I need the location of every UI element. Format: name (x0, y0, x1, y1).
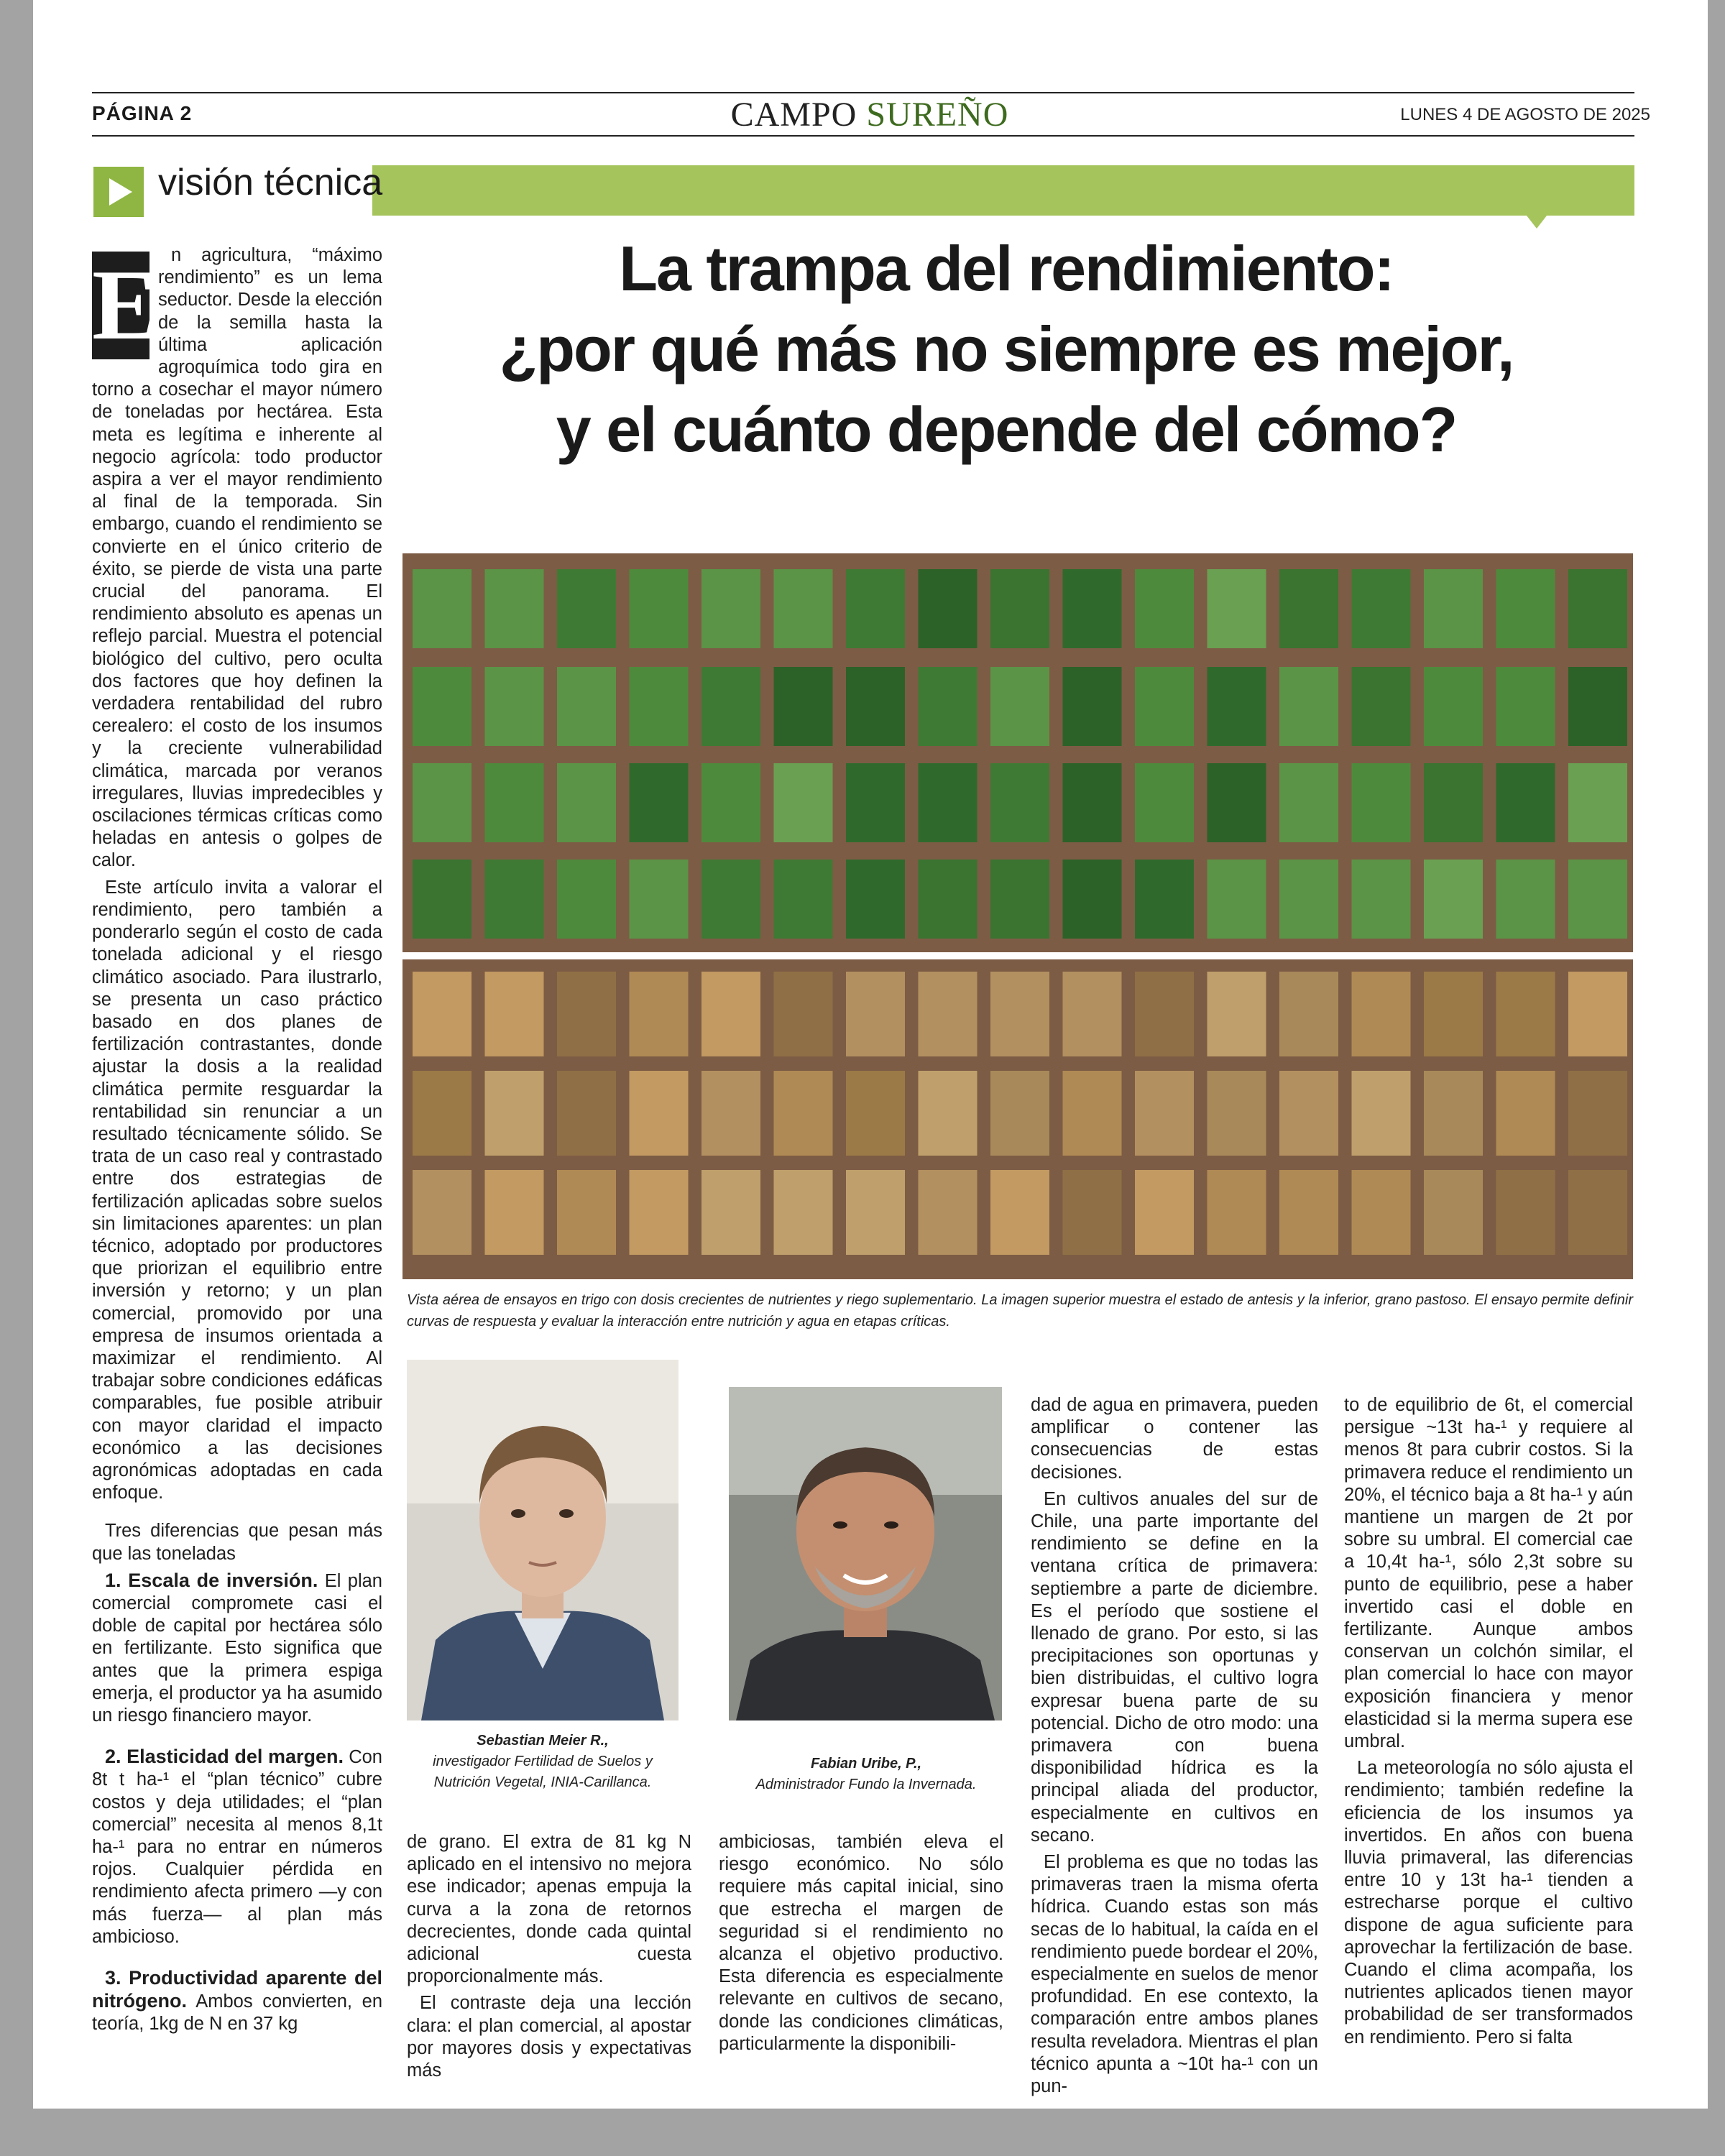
trial-plot (1208, 763, 1266, 842)
trial-plot (990, 763, 1049, 842)
section-label: visión técnica (158, 162, 383, 203)
trial-plot (1496, 1071, 1555, 1156)
trial-plot (1424, 972, 1483, 1056)
trial-plot (1424, 763, 1483, 842)
trial-plot (1279, 1071, 1338, 1156)
trial-plot (990, 860, 1049, 939)
trial-plot (702, 763, 760, 842)
trial-plot (846, 667, 905, 746)
trial-plot (1568, 860, 1627, 939)
trial-plot (846, 1170, 905, 1255)
trial-plot (702, 860, 760, 939)
list-item-title: 1. Escala de inversión. (105, 1569, 318, 1591)
trial-plot (990, 667, 1049, 746)
trial-plot (1279, 860, 1338, 939)
dropcap: E (92, 249, 160, 361)
trial-plot (485, 667, 544, 746)
subsection-intro: Tres diferencias que pesan más que las toneladas (92, 1521, 382, 1564)
trial-plot (774, 667, 833, 746)
trial-plot (1496, 667, 1555, 746)
trial-plot (1352, 667, 1411, 746)
trial-plot (1352, 860, 1411, 939)
trial-plot (1135, 1170, 1194, 1255)
section-notch (1527, 216, 1547, 229)
paragraph: dad de agua en primavera, pueden amplificar o contener las consecuencias de estas decisiones. (1031, 1395, 1318, 1483)
trial-plot (1135, 569, 1194, 648)
trial-plot (774, 860, 833, 939)
trial-plot (1063, 1071, 1122, 1156)
trial-plot (630, 667, 689, 746)
paragraph: El contraste deja una lección clara: el plan comercial, al apostar por mayores dosis y expectativas más (407, 1993, 691, 2081)
trial-plot (990, 972, 1049, 1056)
trial-plot (1424, 569, 1483, 648)
trial-plot (630, 1170, 689, 1255)
trial-plot (774, 763, 833, 842)
trial-plot (1208, 860, 1266, 939)
headline (410, 229, 1603, 470)
trial-plot (919, 1071, 978, 1156)
author-caption (726, 1754, 1006, 1795)
trial-plot (846, 763, 905, 842)
trial-plot (1496, 763, 1555, 842)
trial-plot (557, 569, 616, 648)
trial-plot (557, 763, 616, 842)
trial-plot (557, 972, 616, 1056)
trial-plot (1279, 972, 1338, 1056)
trial-plot (557, 1170, 616, 1255)
trial-plot (485, 972, 544, 1056)
trial-plot (1279, 763, 1338, 842)
trial-plot (1063, 667, 1122, 746)
list-item (92, 1570, 382, 1727)
trial-plot (1496, 569, 1555, 648)
author-name: Sebastian Meier R., (477, 1733, 609, 1749)
page-number: PÁGINA 2 (92, 102, 193, 124)
trial-plot (1424, 667, 1483, 746)
trial-plot (919, 860, 978, 939)
play-arrow-icon (93, 167, 144, 217)
trial-plot (1424, 1170, 1483, 1255)
trial-plot (1279, 667, 1338, 746)
article-column-4 (1031, 1394, 1318, 2102)
trial-plot (990, 1170, 1049, 1255)
trial-plot (1424, 1071, 1483, 1156)
trial-plot (1568, 763, 1627, 842)
trial-plot (1063, 763, 1122, 842)
author-photo (407, 1360, 678, 1720)
trial-plot (702, 1071, 760, 1156)
trial-plot (413, 667, 472, 746)
trial-plot (630, 763, 689, 842)
author-role: Administrador Fundo la Invernada. (755, 1777, 977, 1792)
trial-plot (485, 1071, 544, 1156)
trial-plot (630, 569, 689, 648)
trial-plot (1352, 1071, 1411, 1156)
trial-plot (702, 972, 760, 1056)
article-column-1 (92, 244, 382, 2040)
trial-plot (1208, 1170, 1266, 1255)
headline-line-1: La trampa del rendimiento: (619, 233, 1394, 304)
trial-plot (557, 860, 616, 939)
trial-plot (1135, 667, 1194, 746)
trial-plot (557, 667, 616, 746)
trial-plot (1279, 569, 1338, 648)
trial-plot (485, 1170, 544, 1255)
trial-plot (702, 569, 760, 648)
trial-plot (1352, 763, 1411, 842)
trial-plot (1352, 972, 1411, 1056)
trial-plot (413, 1071, 472, 1156)
article-column-3 (719, 1831, 1003, 2060)
paragraph: Este artículo invita a valorar el rendimiento, pero también a ponderarlo según el costo de cada tonelada adicional y el riesgo climático asociado. Para ilustrarlo, se presenta un caso práctico basado en dos planes de fertilización contrastantes, donde ajustar la dosis a la realidad climática permite resguardar la rentabilidad sin renunciar a un resultado técnicamente sólido. Se trata de un caso real y contrastado entre dos estrategias de fertilización aplicadas sobre suelos sin limitaciones aparentes: un plan técnico, adoptado por productores que priorizan el equilibrio entre inversión y retorno; y un plan comercial, promovido por una empresa de insumos orientada a maximizar el rendimiento. Al trabajar sobre condiciones edáficas comparables, fue posible atribuir con mayor claridad el impacto económico a las decisiones agronómicas adoptadas en cada enfoque. (92, 877, 382, 1503)
paragraph: ambiciosas, también eleva el riesgo económico. No sólo requiere más capital inicial, sino que estrecha el margen de seguridad si el rendimiento no alcanza el objetivo productivo. Esta diferencia es especialmente relevante en cultivos de secano, donde las condiciones climáticas, particularmente la disponibili- (719, 1832, 1003, 2054)
paragraph: La meteorología no sólo ajusta el rendimiento; también redefine la eficiencia de los insumos ya invertidos. En años con buena lluvia primaveral, las diferencias entre 10 y 13t ha-¹ tienden a estrecharse porque el cultivo dispone de agua suficiente para aprovechar la fertilización de base. Cuando el clima acompaña, los nutrientes aplicados tienen mayor probabilidad de ser transformados en rendimiento. Pero si falta (1344, 1758, 1633, 2047)
list-item-text: El plan comercial compromete casi el doble de capital por hectárea sólo en fertilizante. Esto significa que antes que la primera espiga emerja, el productor ya ha asumido un riesgo financiero mayor. (92, 1570, 382, 1726)
article-column-5 (1344, 1394, 1633, 2053)
author-name: Fabian Uribe, P., (810, 1756, 922, 1772)
trial-plot (1568, 667, 1627, 746)
trial-plot (413, 972, 472, 1056)
trial-plot (1208, 972, 1266, 1056)
trial-plot (774, 569, 833, 648)
trial-plot (774, 972, 833, 1056)
photo-caption: Vista aérea de ensayos en trigo con dosis crecientes de nutrientes y riego suplementario. La imagen superior muestra el estado de antesis y la inferior, grano pastoso. El ensayo permite definir curvas de respuesta y evaluar la interacción entre nutrición y agua en etapas críticas. (407, 1292, 1633, 1330)
trial-plot (485, 569, 544, 648)
trial-plot (1568, 1071, 1627, 1156)
author-photo (729, 1387, 1002, 1720)
issue-date: LUNES 4 DE AGOSTO DE 2025 (1400, 105, 1650, 124)
trial-plot (1208, 1071, 1266, 1156)
trial-plot (413, 1170, 472, 1255)
trial-plot (919, 1170, 978, 1255)
trial-plot (1496, 972, 1555, 1056)
trial-plot (1568, 972, 1627, 1056)
trial-plot (1352, 1170, 1411, 1255)
trial-plot (630, 860, 689, 939)
paragraph: El problema es que no todas las primaveras traen la misma oferta hídrica. Cuando estas son más secas de lo habitual, la caída en el rendimiento puede bordear el 20%, especialmente en suelos de menor profundidad. En ese contexto, la comparación entre ambos planes resulta reveladora. Mientras el plan técnico apunta a ~10t ha-¹ con un pun- (1031, 1852, 1318, 2097)
trial-plot (1063, 860, 1122, 939)
trial-plot (702, 667, 760, 746)
list-item-text: Ambos convierten, en teoría, 1kg de N en 37 kg (92, 1991, 382, 2035)
trial-plot (485, 860, 544, 939)
trial-plot (919, 667, 978, 746)
headline-line-3: y el cuánto depende del cómo? (556, 394, 1457, 465)
trial-plot (846, 569, 905, 648)
trial-plot (1496, 860, 1555, 939)
article-column-2 (407, 1831, 691, 2086)
trial-plot (990, 569, 1049, 648)
trial-plot (990, 1071, 1049, 1156)
trial-plot (919, 972, 978, 1056)
trial-plot (774, 1170, 833, 1255)
trial-plot (485, 763, 544, 842)
trial-plot (413, 569, 472, 648)
author-role: investigador Fertilidad de Suelos y Nutrición Vegetal, INIA-Carillanca. (433, 1754, 653, 1790)
list-item-title: 3. Productividad aparente del nitrógeno. (92, 1967, 382, 2012)
trial-plot (1279, 1170, 1338, 1255)
trial-plot (1424, 860, 1483, 939)
trial-plot (1135, 972, 1194, 1056)
trial-plot (1063, 972, 1122, 1056)
trial-plot (413, 763, 472, 842)
paragraph: En cultivos anuales del sur de Chile, una parte importante del rendimiento se define en la ventana crítica de primavera: septiembre a parte de diciembre. Es el período que sostiene el llenado de grano. Por esto, si las precipitaciones son oportunas y bien distribuidas, el cultivo logra expresar buena parte de su potencial. Dicho de otro modo: una primavera con buena disponibilidad hídrica es la principal aliada del productor, especialmente en cultivos en secano. (1031, 1488, 1318, 1846)
trial-plot (846, 1071, 905, 1156)
trial-plot (1568, 1170, 1627, 1255)
trial-plot (413, 860, 472, 939)
list-item-title: 2. Elasticidad del margen. (105, 1746, 344, 1768)
trial-plot (1568, 569, 1627, 648)
trial-plot (1063, 569, 1122, 648)
trial-plot (557, 1071, 616, 1156)
masthead-campo: CAMPO (730, 96, 857, 134)
trial-plot (846, 860, 905, 939)
headline-line-2: ¿por qué más no siempre es mejor, (499, 313, 1514, 384)
list-item (92, 1967, 382, 2036)
trial-plot (1063, 1170, 1122, 1255)
trial-plot (1135, 860, 1194, 939)
trial-plot (630, 1071, 689, 1156)
trial-plot (1135, 763, 1194, 842)
trial-plot (1135, 1071, 1194, 1156)
masthead (719, 95, 1021, 134)
trial-plot (630, 972, 689, 1056)
paragraph: de grano. El extra de 81 kg N aplicado en el intensivo no mejora ese indicador; apenas empuja la curva a la zona de retornos decrecientes, donde cada quintal adicional cuesta proporcionalmente más. (407, 1832, 691, 1987)
paragraph: n agricultura, “máximo rendimiento” es un lema seductor. Desde la elección de la semilla hasta la última aplicación agroquímica todo gira en torno a cosechar el mayor número de toneladas por hectárea. Esta meta es legítima e inherente al negocio agrícola: todo productor aspira a ver el mayor rendimiento al final de la temporada. Sin embargo, cuando el rendimiento se convierte en el único criterio de éxito, se pierde de vista una parte crucial del panorama. El rendimiento absoluto es apenas un reflejo parcial. Muestra el potencial biológico del cultivo, pero oculta dos factores que hoy definen la verdadera rentabilidad del rubro cerealero: el costo de los insumos y la creciente vulnerabilidad climática, marcada por veranos irregulares, lluvias impredecibles y oscilaciones térmicas críticas como heladas en antesis o golpes de calor. (92, 245, 382, 871)
trial-plot (846, 972, 905, 1056)
masthead-sureno: SUREÑO (866, 96, 1009, 134)
header-top-rule (92, 92, 1634, 93)
photo-divider (402, 952, 1633, 959)
trial-plot (1208, 569, 1266, 648)
trial-plot (1496, 1170, 1555, 1255)
trial-plot (1208, 667, 1266, 746)
list-item (92, 1746, 382, 1948)
trial-plot (919, 763, 978, 842)
author-caption (402, 1731, 683, 1793)
trial-plot (919, 569, 978, 648)
paragraph: to de equilibrio de 6t, el comercial persigue ~13t ha-¹ y requiere al menos 8t para cubrir costos. Si la primavera reduce el rendimiento un 20%, el técnico baja a 8t ha-¹ y aún mantiene un margen de 2t por sobre su umbral. El comercial cae a 10,4t ha-¹, sólo 2,3t sobre su punto de equilibrio, pese a haber invertido casi el doble en fertilizante. Aunque ambos conservan un colchón similar, el plan comercial lo hace con mayor exposición financiera y menor elasticidad si la merma supera ese umbral. (1344, 1395, 1633, 1752)
list-item-text: Con 8t t ha-¹ el “plan técnico” cubre costos y deja utilidades; el “plan comercial” necesita al menos 8,1t ha-¹ para no entrar en números rojos. Cualquier pérdida en rendimiento afecta primero —y con más fuerza— al plan más ambicioso. (92, 1747, 382, 1947)
trial-plot (702, 1170, 760, 1255)
aerial-trial-photo (402, 553, 1633, 1279)
trial-plot (1352, 569, 1411, 648)
header-bottom-rule (92, 135, 1634, 137)
trial-plot (774, 1071, 833, 1156)
